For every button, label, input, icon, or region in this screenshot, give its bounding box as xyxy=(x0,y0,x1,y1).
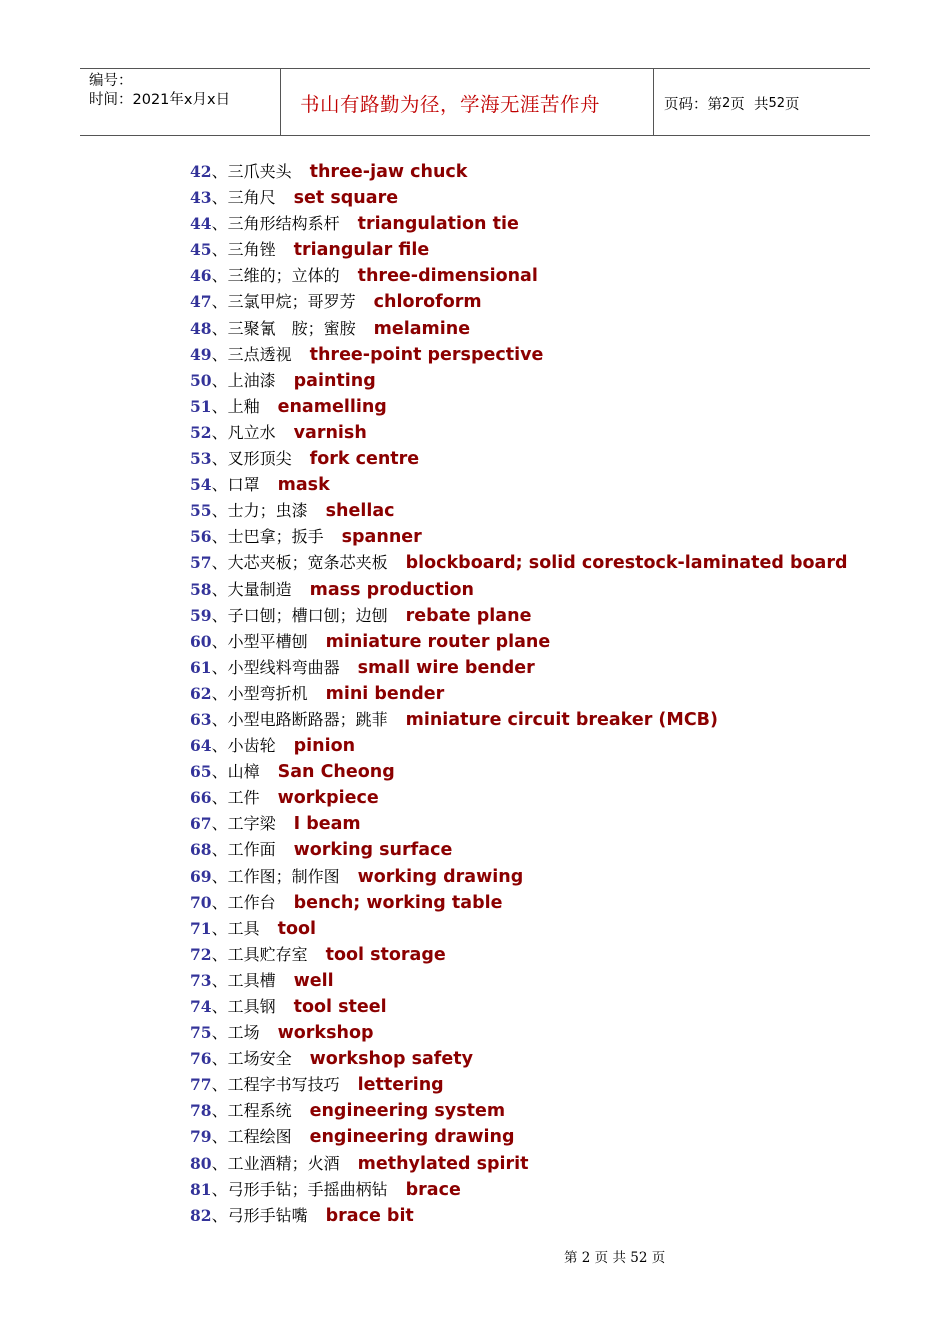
term-chinese: 弓形手钻嘴 xyxy=(227,1205,308,1225)
term-separator: 、 xyxy=(211,501,228,521)
term-chinese: 上釉 xyxy=(227,396,260,416)
term-english: chloroform xyxy=(373,292,482,313)
term-number: 65 xyxy=(190,762,212,782)
term-separator: 、 xyxy=(211,1153,228,1173)
term-english: painting xyxy=(293,370,376,391)
term-english: mass production xyxy=(309,579,474,600)
term-number: 78 xyxy=(190,1101,212,1121)
term-number: 50 xyxy=(190,370,212,390)
term-english: three-point perspective xyxy=(309,344,544,365)
term-item xyxy=(190,342,847,368)
term-separator: 、 xyxy=(211,422,228,442)
term-chinese: 叉形顶尖 xyxy=(227,449,292,469)
term-item xyxy=(190,1124,847,1150)
term-number: 56 xyxy=(190,527,212,547)
term-number: 62 xyxy=(190,683,212,703)
term-separator: 、 xyxy=(211,944,228,964)
term-number: 47 xyxy=(190,292,212,312)
term-item xyxy=(190,289,847,315)
page-code-prefix: 页码：第 xyxy=(664,96,722,113)
term-chinese: 工作台 xyxy=(227,892,276,912)
term-number: 45 xyxy=(190,240,212,260)
term-separator: 、 xyxy=(211,579,228,599)
term-item xyxy=(190,942,847,968)
term-chinese: 工具钢 xyxy=(227,997,276,1016)
term-chinese: 小型平槽刨 xyxy=(227,631,308,651)
term-chinese: 山樟 xyxy=(227,762,260,782)
term-english: tool steel xyxy=(293,997,387,1017)
term-item xyxy=(190,394,847,420)
term-number: 79 xyxy=(190,1127,212,1147)
motto-text: 书山有路勤为径，学海无涯苦作舟 xyxy=(300,93,601,116)
term-separator: 、 xyxy=(211,1205,228,1225)
term-english: workpiece xyxy=(277,788,379,809)
term-english: three-dimensional xyxy=(357,266,538,287)
header-motto-cell xyxy=(281,69,654,135)
term-english: set square xyxy=(293,188,399,209)
term-english: spanner xyxy=(341,527,422,548)
term-number: 81 xyxy=(190,1179,212,1199)
term-separator: 、 xyxy=(211,970,228,990)
term-number: 48 xyxy=(190,318,212,338)
term-number: 77 xyxy=(190,1075,212,1095)
term-item xyxy=(190,785,847,811)
term-item xyxy=(190,263,847,289)
term-english: tool xyxy=(277,918,317,939)
term-english: workshop xyxy=(277,1023,374,1044)
term-item xyxy=(190,994,847,1020)
term-separator: 、 xyxy=(211,605,228,625)
date-text: 时间：2021年x月x日 xyxy=(89,92,231,108)
term-separator: 、 xyxy=(211,1023,228,1043)
term-english: brace bit xyxy=(325,1205,414,1226)
term-item xyxy=(190,1072,847,1098)
term-separator: 、 xyxy=(211,1101,228,1121)
term-chinese: 工程系统 xyxy=(227,1101,292,1121)
header-page-code-cell xyxy=(654,69,870,135)
term-separator: 、 xyxy=(211,240,228,260)
term-english: engineering drawing xyxy=(309,1127,515,1148)
term-separator: 、 xyxy=(211,892,228,912)
term-english: enamelling xyxy=(277,396,387,417)
term-english: San Cheong xyxy=(277,762,395,783)
term-english: mini bender xyxy=(325,683,445,704)
term-separator: 、 xyxy=(211,840,228,860)
term-chinese: 大量制造 xyxy=(227,579,292,599)
term-separator: 、 xyxy=(211,631,228,651)
term-item xyxy=(190,1098,847,1124)
term-english: workshop safety xyxy=(309,1049,474,1070)
term-item xyxy=(190,733,847,759)
term-chinese: 三氯甲烷；哥罗芳 xyxy=(227,292,356,312)
term-chinese: 工场 xyxy=(227,1023,260,1043)
term-number: 73 xyxy=(190,970,212,990)
term-item xyxy=(190,420,847,446)
term-chinese: 三点透视 xyxy=(227,344,292,364)
term-chinese: 三维的；立体的 xyxy=(227,266,340,286)
term-item xyxy=(190,185,847,211)
term-chinese: 三角锉 xyxy=(227,240,276,260)
term-separator: 、 xyxy=(211,1127,228,1147)
term-item xyxy=(190,864,847,890)
term-english: blockboard; solid corestock-laminated board xyxy=(405,553,848,574)
term-chinese: 工场安全 xyxy=(227,1049,292,1069)
term-english: pinion xyxy=(293,736,356,757)
term-english: three-jaw chuck xyxy=(309,162,468,182)
term-chinese: 工程字书写技巧 xyxy=(227,1075,340,1095)
term-chinese: 三聚氰 胺；蜜胺 xyxy=(227,318,356,338)
term-number: 55 xyxy=(190,501,212,521)
term-english: miniature circuit breaker (MCB) xyxy=(405,709,719,730)
term-number: 49 xyxy=(190,344,212,364)
term-english: bench; working table xyxy=(293,892,503,913)
term-english: mask xyxy=(277,475,330,496)
term-chinese: 弓形手钻；手摇曲柄钻 xyxy=(227,1179,388,1199)
term-chinese: 工件 xyxy=(227,788,260,808)
term-english: small wire bender xyxy=(357,657,535,678)
term-number: 76 xyxy=(190,1049,212,1069)
term-chinese: 工程绘图 xyxy=(227,1127,292,1147)
term-english: working drawing xyxy=(357,866,524,887)
term-separator: 、 xyxy=(211,344,228,364)
term-english: rebate plane xyxy=(405,605,532,626)
term-english: shellac xyxy=(325,501,395,522)
term-chinese: 工具槽 xyxy=(227,970,276,990)
term-number: 59 xyxy=(190,605,212,625)
term-item xyxy=(190,603,847,629)
term-english: varnish xyxy=(293,422,367,443)
term-separator: 、 xyxy=(211,162,228,181)
term-english: engineering system xyxy=(309,1101,506,1122)
term-number: 46 xyxy=(190,266,212,286)
term-english: triangular file xyxy=(293,240,430,261)
term-english: methylated spirit xyxy=(357,1153,529,1174)
term-number: 54 xyxy=(190,475,212,495)
term-number: 71 xyxy=(190,918,212,938)
term-item xyxy=(190,316,847,342)
term-english: I beam xyxy=(293,814,361,835)
term-item xyxy=(190,968,847,994)
term-separator: 、 xyxy=(211,1049,228,1069)
serial-label: 编号： xyxy=(89,73,133,89)
page-header xyxy=(80,68,870,136)
term-chinese: 大芯夹板；宽条芯夹板 xyxy=(227,553,388,573)
term-separator: 、 xyxy=(211,370,228,390)
term-list xyxy=(190,159,847,1229)
term-separator: 、 xyxy=(211,918,228,938)
term-separator: 、 xyxy=(211,709,228,729)
term-number: 64 xyxy=(190,736,212,756)
term-item xyxy=(190,1177,847,1203)
term-separator: 、 xyxy=(211,527,228,547)
term-number: 74 xyxy=(190,997,212,1016)
term-separator: 、 xyxy=(211,553,228,573)
term-chinese: 小型弯折机 xyxy=(227,683,308,703)
term-english: triangulation tie xyxy=(357,214,519,235)
term-number: 70 xyxy=(190,892,212,912)
term-number: 44 xyxy=(190,214,212,234)
term-separator: 、 xyxy=(211,814,228,834)
page-code-suffix: 页 xyxy=(785,96,800,113)
term-separator: 、 xyxy=(211,788,228,808)
term-chinese: 小齿轮 xyxy=(227,736,276,756)
term-separator: 、 xyxy=(211,214,228,234)
term-separator: 、 xyxy=(211,449,228,469)
term-chinese: 士力；虫漆 xyxy=(227,501,308,521)
term-item xyxy=(190,811,847,837)
term-english: melamine xyxy=(373,318,471,339)
term-item xyxy=(190,211,847,237)
term-number: 80 xyxy=(190,1153,212,1173)
term-english: working surface xyxy=(293,840,453,861)
term-number: 52 xyxy=(190,422,212,442)
term-chinese: 小型电路断路器；跳菲 xyxy=(227,709,388,729)
term-item xyxy=(190,655,847,681)
page-code-total: 52 xyxy=(768,95,786,111)
term-separator: 、 xyxy=(211,866,228,886)
term-number: 68 xyxy=(190,840,212,860)
page-code-current: 2 xyxy=(722,95,731,111)
header-info-cell xyxy=(80,69,281,135)
term-item xyxy=(190,1203,847,1229)
term-item xyxy=(190,159,847,185)
term-item xyxy=(190,916,847,942)
term-separator: 、 xyxy=(211,683,228,703)
term-item xyxy=(190,629,847,655)
term-chinese: 三角形结构系杆 xyxy=(227,214,340,234)
page-code-mid: 页 共 xyxy=(730,96,769,113)
term-separator: 、 xyxy=(211,292,228,312)
term-chinese: 工作图；制作图 xyxy=(227,866,340,886)
term-number: 75 xyxy=(190,1023,212,1043)
term-chinese: 工具贮存室 xyxy=(227,944,308,964)
term-item xyxy=(190,759,847,785)
term-item xyxy=(190,368,847,394)
term-item xyxy=(190,707,847,733)
term-english: brace xyxy=(405,1179,461,1200)
term-separator: 、 xyxy=(211,657,228,677)
term-chinese: 上油漆 xyxy=(227,370,276,390)
term-english: well xyxy=(293,970,334,991)
term-separator: 、 xyxy=(211,266,228,286)
term-chinese: 工具 xyxy=(227,918,260,938)
term-number: 63 xyxy=(190,709,212,729)
term-chinese: 口罩 xyxy=(227,475,260,495)
term-english: tool storage xyxy=(325,944,446,965)
term-chinese: 小型线料弯曲器 xyxy=(227,657,340,677)
term-separator: 、 xyxy=(211,475,228,495)
term-number: 66 xyxy=(190,788,212,808)
term-number: 67 xyxy=(190,814,212,834)
term-item xyxy=(190,237,847,263)
term-number: 53 xyxy=(190,449,212,469)
term-english: miniature router plane xyxy=(325,631,551,652)
term-separator: 、 xyxy=(211,997,228,1016)
term-item xyxy=(190,681,847,707)
term-chinese: 三角尺 xyxy=(227,188,276,208)
term-chinese: 工业酒精；火酒 xyxy=(227,1153,340,1173)
term-item xyxy=(190,524,847,550)
term-separator: 、 xyxy=(211,396,228,416)
term-chinese: 工字梁 xyxy=(227,814,276,834)
term-item xyxy=(190,1020,847,1046)
term-separator: 、 xyxy=(211,762,228,782)
term-item xyxy=(190,1151,847,1177)
term-chinese: 三爪夹头 xyxy=(227,162,292,181)
term-english: lettering xyxy=(357,1075,444,1096)
term-item xyxy=(190,890,847,916)
term-chinese: 工作面 xyxy=(227,840,276,860)
page-footer: 第 2 页 共 52 页 xyxy=(564,1250,666,1266)
term-chinese: 士巴拿；扳手 xyxy=(227,527,324,547)
term-separator: 、 xyxy=(211,188,228,208)
term-item xyxy=(190,498,847,524)
term-item xyxy=(190,1046,847,1072)
term-separator: 、 xyxy=(211,736,228,756)
term-number: 82 xyxy=(190,1205,212,1225)
term-item xyxy=(190,837,847,863)
term-chinese: 子口刨；槽口刨；边刨 xyxy=(227,605,388,625)
term-item xyxy=(190,472,847,498)
term-number: 60 xyxy=(190,631,212,651)
term-item xyxy=(190,577,847,603)
term-number: 51 xyxy=(190,396,212,416)
term-number: 58 xyxy=(190,579,212,599)
term-number: 43 xyxy=(190,188,212,208)
term-separator: 、 xyxy=(211,1075,228,1095)
term-english: fork centre xyxy=(309,449,420,470)
term-number: 57 xyxy=(190,553,212,573)
term-number: 72 xyxy=(190,944,212,964)
term-separator: 、 xyxy=(211,318,228,338)
term-item xyxy=(190,550,847,576)
term-item xyxy=(190,446,847,472)
term-number: 42 xyxy=(190,162,212,181)
term-chinese: 凡立水 xyxy=(227,422,276,442)
term-number: 61 xyxy=(190,657,212,677)
term-separator: 、 xyxy=(211,1179,228,1199)
term-number: 69 xyxy=(190,866,212,886)
